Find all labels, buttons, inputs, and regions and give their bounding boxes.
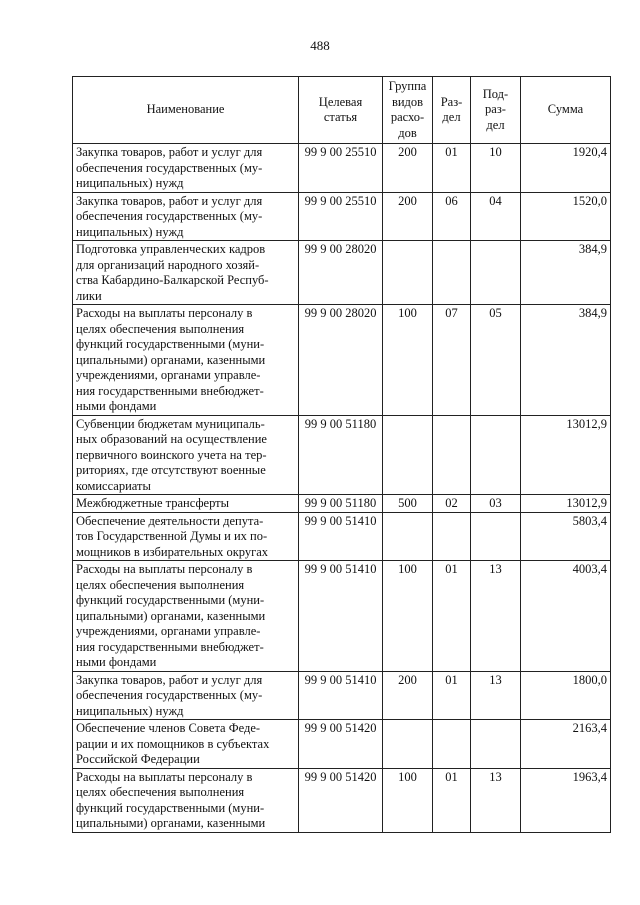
row-target-article: 99 9 00 28020 — [299, 305, 383, 416]
row-name-line: функций государственными (муни- — [76, 337, 265, 351]
row-section — [433, 415, 471, 495]
row-sum: 13012,9 — [521, 495, 611, 513]
header-name: Наименование — [73, 77, 299, 144]
row-name-line: Закупка товаров, работ и услуг для — [76, 193, 263, 208]
budget-table — [72, 76, 611, 833]
row-sum: 4003,4 — [521, 561, 611, 672]
row-name-line: Межбюджетные трансферты — [76, 496, 230, 510]
table-row — [73, 512, 611, 561]
row-expense-group — [383, 241, 433, 305]
row-name-line: целях обеспечения выполнения — [76, 577, 245, 592]
row-name-line: учреждениями, органами управле- — [76, 368, 261, 382]
row-name-line: лики — [76, 288, 102, 303]
row-name — [73, 192, 299, 241]
row-sum: 1520,0 — [521, 192, 611, 241]
row-section: 01 — [433, 768, 471, 832]
row-expense-group — [383, 512, 433, 561]
row-target-article: 99 9 00 25510 — [299, 192, 383, 241]
row-section: 06 — [433, 192, 471, 241]
row-subsection — [471, 720, 521, 769]
table-row — [73, 144, 611, 193]
row-subsection: 04 — [471, 192, 521, 241]
row-name-line: Подготовка управленческих кадров — [76, 242, 266, 256]
row-target-article: 99 9 00 51410 — [299, 671, 383, 720]
row-name-line: ными фондами — [76, 655, 157, 669]
row-name-line: ния государственными внебюджет- — [76, 383, 264, 398]
row-target-article: 99 9 00 28020 — [299, 241, 383, 305]
row-name-line: ципальными) органами, казенными — [76, 816, 266, 830]
row-name-line: Российской Федерации — [76, 752, 200, 766]
row-name-line: Субвенции бюджетам муниципаль- — [76, 416, 265, 431]
row-sum: 5803,4 — [521, 512, 611, 561]
row-subsection: 13 — [471, 561, 521, 672]
row-name-line: риториях, где отсутствуют военные — [76, 463, 266, 477]
row-expense-group: 100 — [383, 305, 433, 416]
page-number: 488 — [310, 38, 330, 53]
row-section: 01 — [433, 144, 471, 193]
row-expense-group — [383, 415, 433, 495]
row-name-line: обеспечения государственных (му- — [76, 160, 263, 175]
table-row — [73, 305, 611, 416]
row-expense-group: 200 — [383, 144, 433, 193]
header-subsection: Под- раз- дел — [471, 77, 521, 144]
row-target-article: 99 9 00 51410 — [299, 512, 383, 561]
row-name-line: функций государственными (муни- — [76, 593, 265, 607]
row-name-line: рации и их помощников в субъектах — [76, 736, 270, 751]
table-row — [73, 671, 611, 720]
header-sum: Сумма — [521, 77, 611, 144]
row-section — [433, 241, 471, 305]
row-subsection: 10 — [471, 144, 521, 193]
header-section: Раз- дел — [433, 77, 471, 144]
row-name — [73, 144, 299, 193]
row-name-line: Обеспечение деятельности депута- — [76, 513, 264, 528]
row-section: 01 — [433, 561, 471, 672]
table-row — [73, 768, 611, 832]
row-section: 02 — [433, 495, 471, 513]
row-name-line: обеспечения государственных (му- — [76, 209, 263, 223]
row-name-line: первичного воинского учета на тер- — [76, 447, 267, 462]
row-name — [73, 720, 299, 769]
table-row — [73, 495, 611, 513]
row-expense-group — [383, 720, 433, 769]
table-row — [73, 561, 611, 672]
row-name-line: ния государственными внебюджет- — [76, 639, 264, 654]
row-name-line: функций государственными (муни- — [76, 800, 265, 815]
row-section — [433, 512, 471, 561]
row-name-line: для организаций народного хозяй- — [76, 257, 260, 272]
row-name-line: Расходы на выплаты персоналу в — [76, 306, 253, 320]
row-sum: 1920,4 — [521, 144, 611, 193]
row-name-line: комиссариаты — [76, 478, 151, 493]
row-name-line: учреждениями, органами управле- — [76, 624, 261, 638]
header-expense-group: Группа видов расхо- дов — [383, 77, 433, 144]
row-name — [73, 561, 299, 672]
row-target-article: 99 9 00 25510 — [299, 144, 383, 193]
row-subsection: 05 — [471, 305, 521, 416]
table-body — [73, 144, 611, 833]
row-name-line: Расходы на выплаты персоналу в — [76, 562, 253, 576]
row-subsection: 13 — [471, 768, 521, 832]
row-name-line: Закупка товаров, работ и услуг для — [76, 672, 263, 687]
row-name — [73, 495, 299, 513]
row-name-line: ниципальных) нужд — [76, 176, 184, 190]
row-sum: 384,9 — [521, 305, 611, 416]
row-name-line: ниципальных) нужд — [76, 703, 184, 718]
row-name — [73, 768, 299, 832]
row-subsection: 03 — [471, 495, 521, 513]
row-target-article: 99 9 00 51410 — [299, 561, 383, 672]
row-sum: 1963,4 — [521, 768, 611, 832]
row-subsection — [471, 241, 521, 305]
row-name-line: Закупка товаров, работ и услуг для — [76, 145, 263, 159]
row-sum: 13012,9 — [521, 415, 611, 495]
row-name-line: ными фондами — [76, 399, 157, 413]
row-expense-group: 100 — [383, 768, 433, 832]
row-section — [433, 720, 471, 769]
header-target-article: Целевая статья — [299, 77, 383, 144]
row-name — [73, 305, 299, 416]
row-name-line: Обеспечение членов Совета Феде- — [76, 721, 261, 735]
row-name-line: ципальными) органами, казенными — [76, 608, 266, 623]
row-name — [73, 415, 299, 495]
row-expense-group: 200 — [383, 192, 433, 241]
row-expense-group: 100 — [383, 561, 433, 672]
row-sum: 2163,4 — [521, 720, 611, 769]
table-row — [73, 241, 611, 305]
row-name-line: мощников в избирательных округах — [76, 544, 269, 559]
table-row — [73, 415, 611, 495]
row-name-line: ства Кабардино-Балкарской Респуб- — [76, 273, 269, 287]
row-name-line: целях обеспечения выполнения — [76, 785, 245, 799]
row-name-line: ниципальных) нужд — [76, 224, 184, 239]
row-target-article: 99 9 00 51420 — [299, 720, 383, 769]
table-row — [73, 192, 611, 241]
row-sum: 384,9 — [521, 241, 611, 305]
row-name — [73, 241, 299, 305]
row-name — [73, 512, 299, 561]
row-subsection: 13 — [471, 671, 521, 720]
row-expense-group: 500 — [383, 495, 433, 513]
row-name — [73, 671, 299, 720]
row-sum: 1800,0 — [521, 671, 611, 720]
row-section: 01 — [433, 671, 471, 720]
row-subsection — [471, 415, 521, 495]
row-section: 07 — [433, 305, 471, 416]
table-row — [73, 720, 611, 769]
row-target-article: 99 9 00 51180 — [299, 495, 383, 513]
row-target-article: 99 9 00 51180 — [299, 415, 383, 495]
row-subsection — [471, 512, 521, 561]
row-name-line: целях обеспечения выполнения — [76, 321, 245, 336]
table-header — [73, 77, 611, 144]
row-name-line: ципальными) органами, казенными — [76, 352, 266, 367]
row-name-line: тов Государственной Думы и их по- — [76, 529, 268, 543]
row-name-line: ных образований на осуществление — [76, 432, 267, 446]
row-name-line: Расходы на выплаты персоналу в — [76, 769, 253, 784]
row-target-article: 99 9 00 51420 — [299, 768, 383, 832]
row-expense-group: 200 — [383, 671, 433, 720]
row-name-line: обеспечения государственных (му- — [76, 688, 263, 702]
